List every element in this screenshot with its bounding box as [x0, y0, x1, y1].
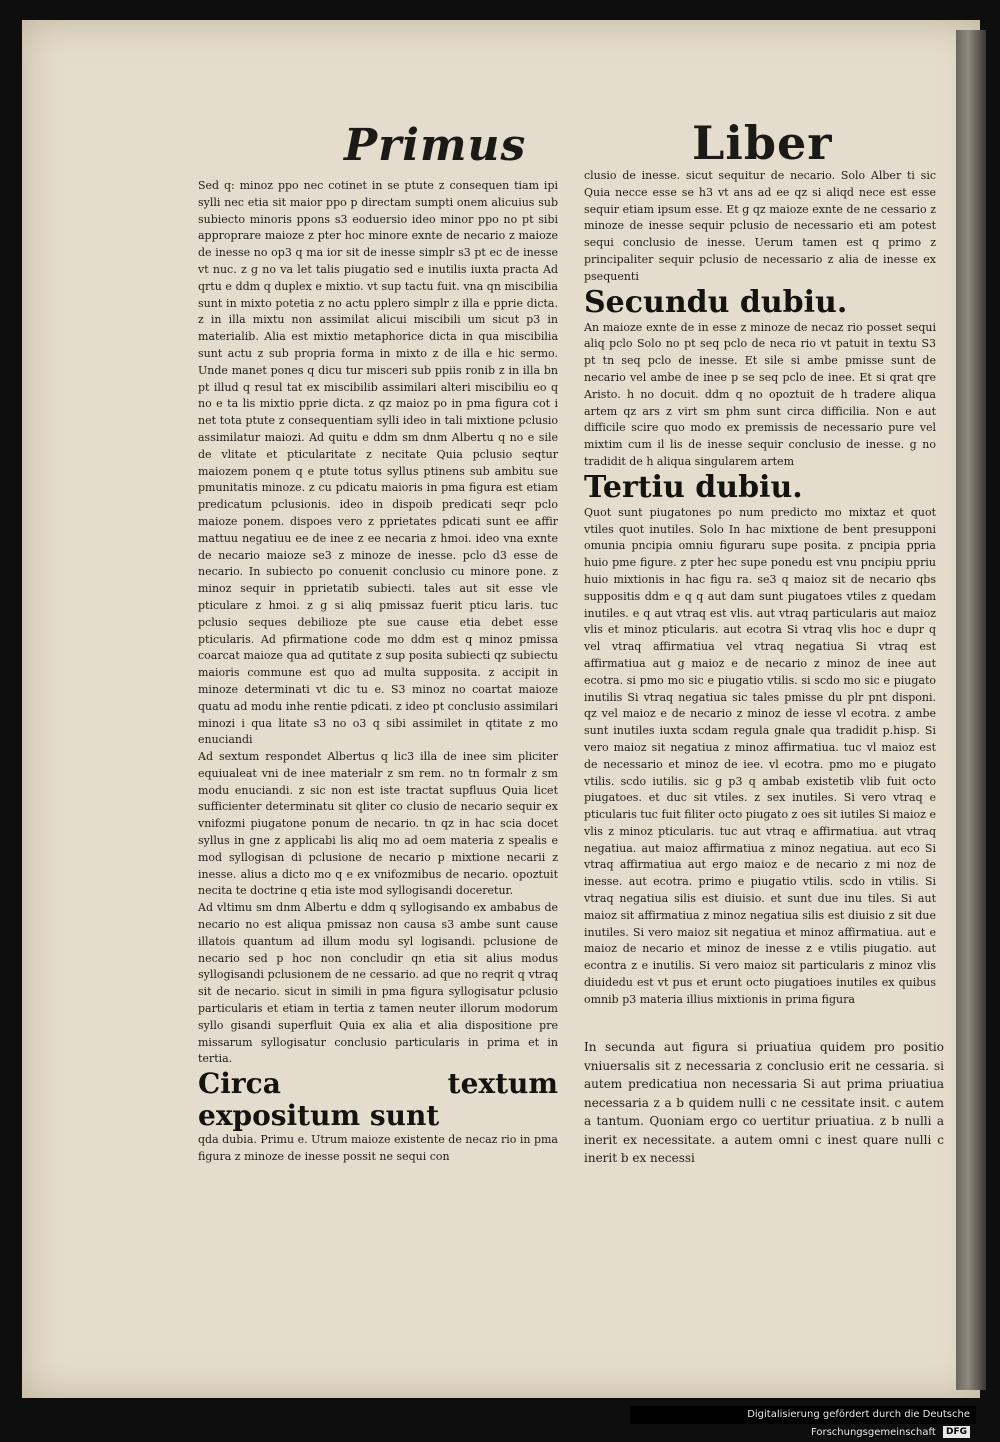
running-head-left: Primus: [344, 120, 527, 171]
aristotle-text-block: [584, 1038, 944, 1168]
dfg-logo-icon: DFG: [943, 1426, 970, 1438]
dubium-heading-second: Secundu dubiu.: [584, 284, 848, 320]
right-text-column: [584, 168, 936, 1009]
book-page-edge: [956, 30, 986, 1390]
book-page: [22, 20, 980, 1398]
digitization-credit: [630, 1406, 976, 1438]
credit-text: Digitalisierung gefördert durch die Deutsche Forschungsgemeinschaft: [747, 1409, 970, 1438]
dubium-heading-third: Tertiu dubiu.: [584, 469, 803, 505]
paragraph: An maioze exnte de in esse z minoze de necaz rio posset sequi aliq pclo Solo no pt seq pclo de neca rio vt patuit in textu S3 pt tn seq pclo de inesse. Et sile si ambe pmisse sunt de necario vel ambe de inee p se seq pclo de inee. Et si qrat qre Aristo. h no docuit. ddm q no opoztuit de h tradere aliqua artem qz ars z virt sm phm sunt circa difficilia. Non e aut difficile scire quo modo ex premissis de necessario pure vel mixtim cum il lis de inesse sequir conclusio de inesse. g no tradidit de h aliqua singularem artem: [584, 320, 936, 468]
paragraph: qda dubia. Primu e. Utrum maioze existente de necaz rio in pma figura z minoze de inesse possit ne sequi con: [198, 1133, 558, 1164]
left-text-column: [198, 178, 558, 1166]
paragraph: Ad sextum respondet Albertus q lic3 illa de inee sim pliciter equiualeat vni de inee materialr z sm rem. no tn formalr z sm modu enuciandi. z sic non est iste tractat supfluus Quia licet sufficienter determinatu sit qliter co clusio de necario sequir ex vnifozmi piugatone ponum de necario. tn qz in hac scia docet syllus in gne z applicabi lis aliq mo ad oem materia z spealis e mod syllogisan di pclusione de necario p mixtione necarii z inesse. alius a dicto mo q e ex vnifozmibus de necario. opoztuit necita te doctrine q etia iste mod syllogisandi doceretur.: [198, 750, 558, 898]
section-heading: Circa textum expositum sunt: [198, 1067, 558, 1133]
running-head-right: Liber: [692, 116, 833, 170]
paragraph: Quot sunt piugatones po num predicto mo mixtaz et quot vtiles quot inutiles. Solo In hac mixtione de bent presupponi omunia pncipia omniu figuraru supe posita. z pncipia ppria huio pme figure. z pter hec supe ponedu est vnu pncipiu ppriu huio mixtionis in hac figu ra. se3 q maioz sit de necario qbs suppositis ddm e q q aut dam sunt piugatoes vtiles z quedam inutiles. e q aut vtraq est vlis. aut vtraq particularis aut maioz vlis et minoz pticularis. aut ecotra Si vtraq vlis hoc e dupr q vel vtraq affirmatiua vel vtraq negatiua Si vtraq est affirmatiua aut g maioz e de necario z minoz de inee aut ecotra. si pmo mo sic e piugatio vtilis. si scdo mo sic e piugato inutilis Si vtraq negatiua sic tales pmisse du plr pnt disponi. qz vel maioz e de necario z minoz de iesse vl ecotra. z ambe sunt inutiles iuxta scdam regula gnale qua tradidit p.hisp. Si vero maioz sit negatiua z minoz affirmatiua. tuc vl maioz est de necessario et minoz de iee. vl ecotra. pmo mo e piugato vtilis. scdo iutilis. sic g p3 q ambab existetib vlib fuit octo piugatoes. et duc sit vtiles. z sex inutiles. Si vero vtraq e pticularis tuc fuit filiter octo piugato z oes sit iutiles Si maioz e vlis z minoz pticularis. tuc aut vtraq e affirmatiua. aut vtraq negatiua. aut maioz affirmatiua z minoz negatiua. aut eco Si vtraq affirmatiua aut ergo maioz e de necario z mi noz de inesse. aut ecotra. primo e piugatio vtilis. scdo in vtilis. Si vtraq negatiua silis est diuisio. et sunt due inu tiles. Si aut maioz sit affirmatiua z minoz negatiua silis est diuisio z sit due inutiles. Si vero maioz sit negatiua et minoz affirmatiua. aut e maioz de necario et minoz de inesse z e vtilis piugatio. aut econtra z e inutilis. Si vero maioz sit particularis z minoz vlis diuidedu est vt pus et erunt octo piugatioes inutiles ex quibus omnib p3 materia illius mixtionis in prima figura: [584, 505, 936, 1006]
paragraph: Ad vltimu sm dnm Albertu e ddm q syllogisando ex ambabus de necario no est aliqua pmissaz non causa s3 ambe sunt cause illatois quantum ad illum modu syl logisandi. pclusione de necario sed p hoc non concludir qn etia sit alius modus syllogisandi pclusionem de ne cessario. ad que no reqrit q vtraq sit de necario. sicut in simili in pma figura syllogisatur pclusio particularis et etiam in tertia z tamen neuter illorum modorum syllo gisandi superfluit Quia ex alia et alia dispositione pre missarum syllogisatur conclusio particularis in prima et in tertia.: [198, 901, 558, 1066]
paragraph: Sed q: minoz ppo nec cotinet in se ptute z consequen tiam ipi sylli nec etia sit maior ppo p directam sumpti onem alicuius sub subiecto minoris ppons s3 eoduersio ideo minor ppo no pt sibi approprare maioze z pter hoc minore exnte de necario z maioze de inesse no op3 q ma ior sit de inesse simplr s3 pt ec de inesse vt nuc. z g no va let talis piugatio sed e inutilis iuxta practa Ad qrtu e ddm q duplex e mixtio. vt sup tactu fuit. vna qn miscibilia sunt in mixto potetia z no actu pplero simplr z illa e pprie dicta. z in illa mixtu non assimilat alicui miscibili um sicut p3 in materialib. Alia est mixtio metaphorice dicta in qua miscibilia sunt actu z sub propria forma in mixto z de illa e hic sermo. Unde manet pones q dicu tur misceri sub ppiis ronib z in illa bn pt illud q resul tat ex miscibilib assimilari alteri miscibiliu eo q no e ta lis mixtio pprie dicta. z qz maioz po in pma figura cot i net tota ptute z consequentiam sylli ideo in tali mixtione pclusio assimilatur maiozi. Ad quitu e ddm sm dnm Albertu q no e sile de vlitate et pticularitate z necitate Quia pclusio seqtur maiozem ponem q e ptute totus syllus ptinens sub ambitu sue pmunitatis minoze. z cu pdicatu maioris in pma figura est etiam predicatum pclusionis. ideo in dispoib predicati seqr pclo maioze ponem. dispoes vero z pprietates pdicati sunt ee affir mattuu negatiuu ee de inee z ee necaria z hmoi. ideo vna exnte de necario maioze se3 z minoze de inesse. pclo d3 esse de necario. In subiecto po conuenit conclusio cu minore pone. z minoz sequir in pprietatib subiecti. tales aut sit esse vle pticulare z hmoi. z g si aliq pmissaz fuerit pticu laris. tuc pclusio seques debilioze pte sue cause etia debet esse pticularis. Ad pfirmatione code mo ddm est q minoz pmissa coarcat maioze qua ad qutitate z sup posita subiecti qz subiectu maioris commune est quo ad multa supposita. z accipit in minoze determinati vt dic tu e. S3 minoz no coartat maioze quatu ad modu inhe rentie pdicati. z ideo pt conclusio assimilari minozi i qua litate s3 no o3 q sibi assimilet in qtitate z mo enuciandi: [198, 179, 558, 747]
paragraph: clusio de inesse. sicut sequitur de necario. Solo Alber ti sic Quia necce esse se h3 vt ans ad ee qz si aliqd nece est esse sequir etiam ipsum esse. Et g qz maioze exnte de ne cessario z minoze de inesse sequir pclusio de necessario eti am potest sequi conclusio de inesse. Uerum tamen est q primo z principaliter sequir pclusio de necessario z alia de inesse ex psequenti: [584, 169, 936, 283]
paragraph: In secunda aut figura si priuatiua quidem pro positio vniuersalis sit z necessaria z conclusio erit ne cessaria. si autem predicatiua non necessaria Si aut prima priuatiua necessaria z a b quidem nulli c ne cessitate insit. c autem a tantum. Quoniam ergo co uertitur priuatiua. z b nulli a inerit ex necessitate. a autem omni c inest quare nulli c inerit b ex necessi: [584, 1040, 944, 1165]
